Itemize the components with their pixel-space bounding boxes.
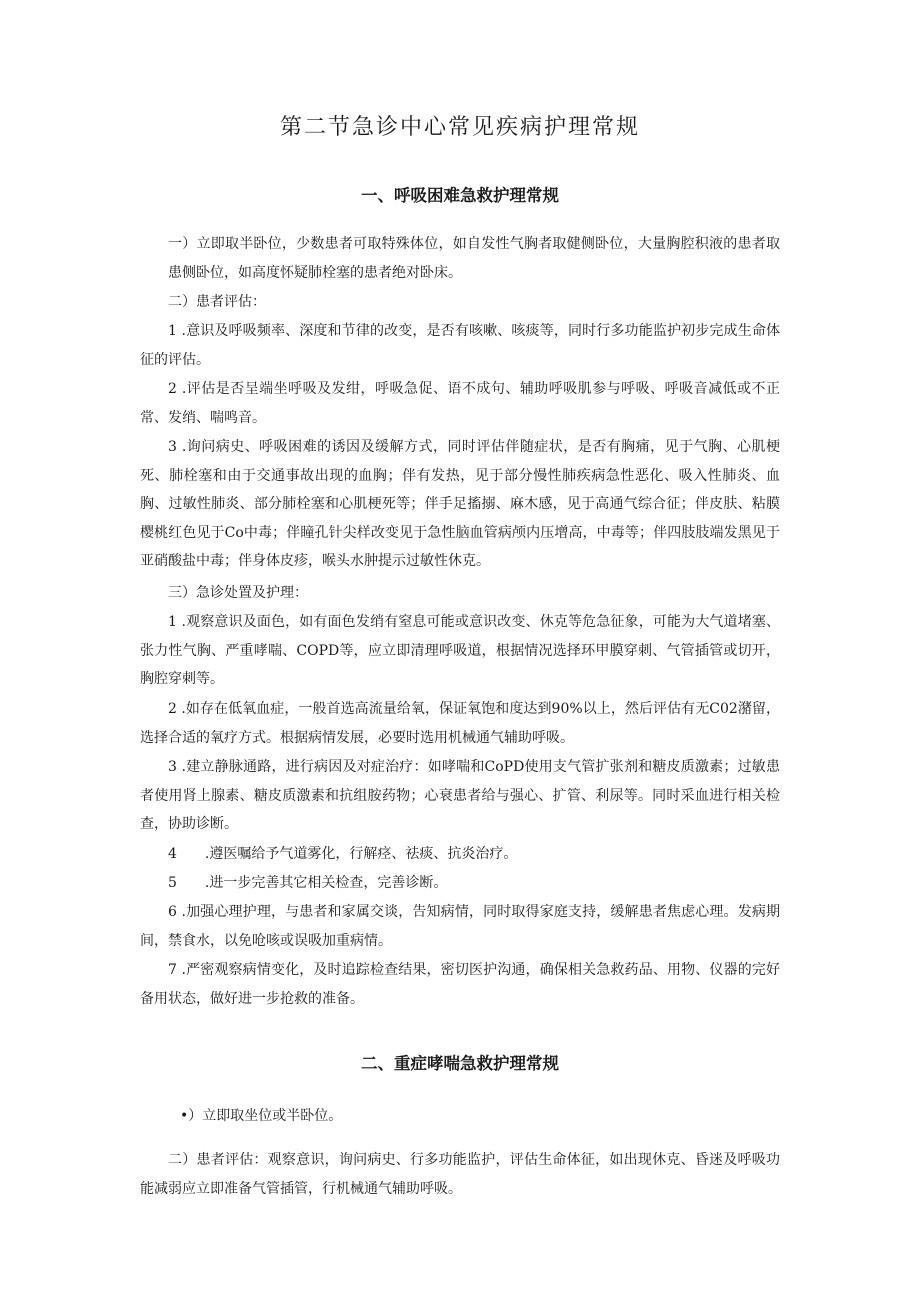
paragraph-assessment-1: 1 .意识及呼吸频率、深度和节律的改变，是否有咳嗽、咳痰等，同时行多功能监护初步完成生命体征的评估。 [140, 323, 780, 368]
paragraph-treatment-6: 6 .加强心理护理，与患者和家属交谈，告知病情，同时取得家庭支持，缓解患者焦虑心理。发病期间，禁食水，以免呛咳或误吸加重病情。 [140, 904, 780, 949]
paragraph-assessment-2: 2 .评估是否呈端坐呼吸及发绀，呼吸急促、语不成句、辅助呼吸肌参与呼吸、呼吸音减低或不正常、发绡、喘鸣音。 [140, 381, 780, 426]
paragraph-assessment-3: 3 .询问病史、呼吸困难的诱因及缓解方式，同时评估伴随症状，是否有胸痛，见于气胸、心肌梗死、肺栓塞和由于交通事故出现的血胸；伴有发热，见于部分慢性肺疾病急性恶化、吸入性肺炎、血胸、过敏性肺炎、部分肺栓塞和心肌梗死等；伴手足搐搦、麻木感，见于高通气综合征；伴皮肤、粘膜樱桃红色见于Co中毒；伴瞳孔针尖样改变见于急性脑血管病颅内压增高，中毒等；伴四肢肢端发黑见于亚硝酸盐中毒；伴身体皮疹，喉头水肿提示过敏性休克。 [140, 439, 780, 569]
paragraph-treatment-5: 5 .进一步完善其它相关检查，完善诊断。 [168, 875, 448, 891]
paragraph-asthma-position: •）立即取坐位或半卧位。 [180, 1108, 343, 1124]
section-heading-asthma: 二、重症哮喘急救护理常规 [361, 1054, 559, 1073]
paragraph-asthma-assessment: 二）患者评估：观察意识，询问病史、行多功能监护，评估生命体征，如出现休克、昏迷及呼吸功能减弱应立即准备气管插管，行机械通气辅助呼吸。 [140, 1152, 780, 1197]
paragraph-treatment-7: 7 .严密观察病情变化，及时追踪检查结果，密切医护沟通，确保相关急救药品、用物、仪器的完好备用状态，做好进一步抢救的准备。 [140, 962, 780, 1007]
paragraph-treatment-heading: 三）急诊处置及护理： [168, 585, 308, 601]
paragraph-positioning: 一）立即取半卧位，少数患者可取特殊体位，如自发性气胸者取健侧卧位，大量胸腔积液的患者取患侧卧位，如高度怀疑肺栓塞的患者绝对卧床。 [168, 236, 780, 281]
section-heading-dyspnea: 一、呼吸困难急救护理常规 [361, 186, 559, 205]
paragraph-treatment-4: 4 .遵医嘱给予气道雾化，行解痉、祛痰、抗炎治疗。 [168, 846, 518, 862]
paragraph-treatment-1: 1 .观察意识及面色，如有面色发绡有窒息可能或意识改变、休克等危急征象，可能为大气道堵塞、张力性气胸、严重哮喘、COPD等，应立即清理呼吸道，根据情况选择环甲膜穿刺、气管插管或切开，胸腔穿刺等。 [140, 614, 780, 687]
page-title: 第二节急诊中心常见疾病护理常规 [279, 115, 640, 140]
paragraph-treatment-3: 3 .建立静脉通路，进行病因及对症治疗：如哮喘和CoPD使用支气管扩张剂和糖皮质激素；过敏患者使用肾上腺素、糖皮质激素和抗组胺药物；心衰患者给与强心、扩管、利尿等。同时采血进行相关检查，协助诊断。 [140, 759, 780, 832]
paragraph-treatment-2: 2 .如存在低氧血症，一般首选高流量给氧，保证氧饱和度达到90%以上，然后评估有无C02潴留，选择合适的氧疗方式。根据病情发展，必要时选用机械通气辅助呼吸。 [140, 701, 780, 746]
paragraph-assessment-heading: 二）患者评估： [168, 294, 266, 310]
